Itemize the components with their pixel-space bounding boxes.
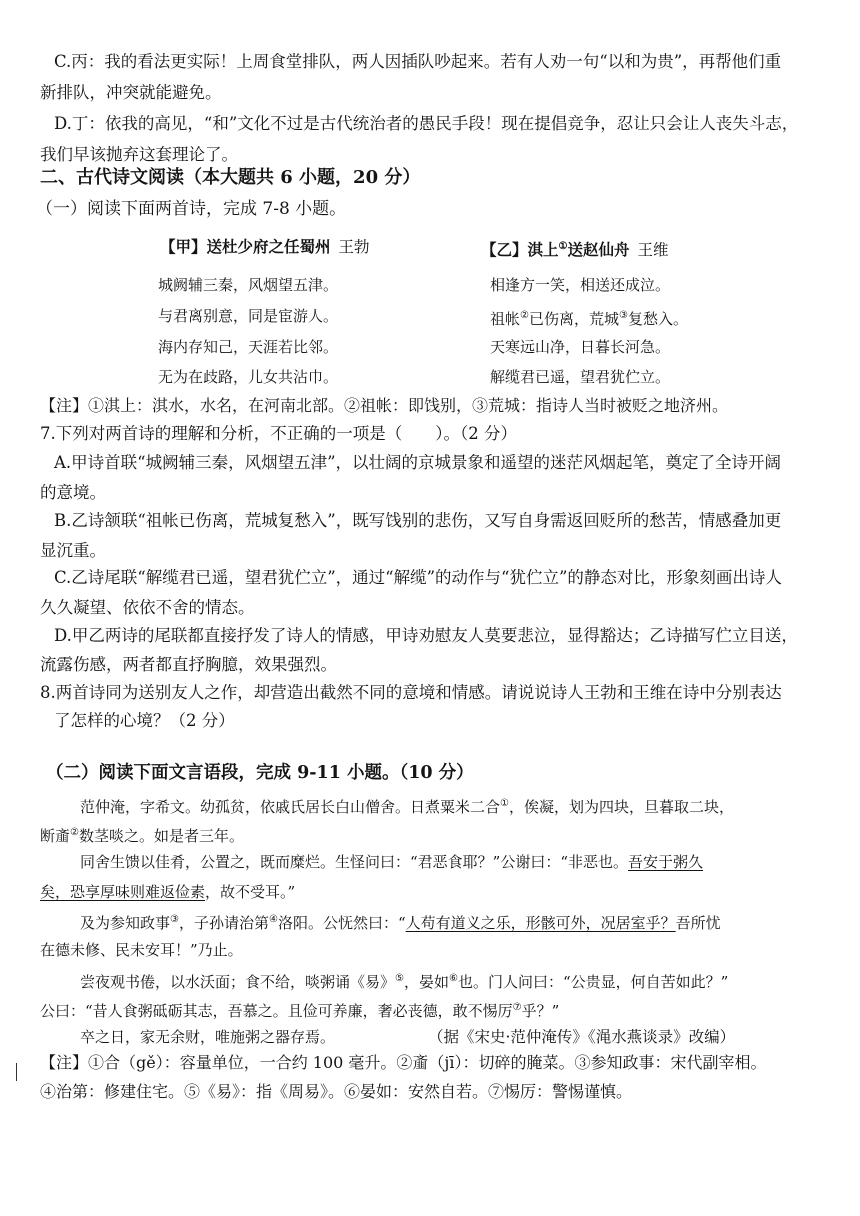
poem-b-author: 王维	[637, 241, 669, 260]
prose-source: （据《宋史·范仲淹传》《渑水燕谈录》改编）	[428, 1028, 736, 1046]
underlined-sentence: 矣，恐享厚味则难返俭素	[40, 883, 206, 901]
section-heading: 二、古代诗文阅读（本大题共 6 小题，20 分）	[40, 167, 421, 188]
part-one-heading: （一）阅读下面两首诗，完成 7-8 小题。	[36, 199, 347, 219]
q7-option-c-line-2: 久久凝望、依依不舍的情态。	[40, 598, 255, 617]
prose-text: ，晏如	[403, 973, 449, 991]
q7-option-d-line-1: D.甲乙两诗的尾联都直接抒发了诗人的情感，甲诗劝慰友人莫要悲泣，显得豁达；乙诗描写伫立目送，	[54, 626, 798, 645]
prose-text: 洛阳。公怃然曰：“	[277, 914, 406, 932]
poem-b-line: 天寒远山净，日暮长河急。	[490, 338, 671, 356]
poem-b-title-pre: 【乙】淇上	[481, 240, 559, 260]
question-8-line-2: 了怎样的心境？（2 分）	[54, 711, 235, 730]
question-7-stem: 7.下列对两首诗的理解和分析，不正确的一项是（ ）。（2 分）	[40, 424, 517, 443]
q7-option-a-line-2: 的意境。	[40, 483, 106, 502]
footnote-mark: ③	[170, 914, 179, 925]
prose-text: 吾所忧	[675, 914, 721, 932]
prose-text: 及为参知政事	[80, 914, 171, 932]
prose-text: 乎？”	[521, 1002, 560, 1020]
prose-line	[80, 910, 721, 933]
poem-a-title	[160, 237, 370, 257]
footnote-mark: ③	[619, 310, 628, 321]
poem-a-line: 与君离别意，同是宦游人。	[158, 307, 339, 325]
poem-b-line	[490, 306, 688, 329]
prose-line	[40, 823, 244, 846]
prose-line	[40, 882, 295, 902]
poem-b-title-note: ①	[558, 241, 568, 252]
footnote-mark: ①	[500, 798, 509, 809]
question-8-line-1: 8.两首诗同为送别友人之作，却营造出截然不同的意境和情感。请说说诗人王勃和王维在诗中分别表达	[40, 683, 782, 702]
poem-a-title-text: 【甲】送杜少府之任蜀州	[160, 237, 331, 256]
footnote-mark: ⑦	[512, 1002, 522, 1013]
prose-text: ，故不受耳。”	[205, 883, 296, 901]
footnote-mark: ②	[520, 310, 529, 321]
prose-text: 也。门人问曰：“公贵显，何自苦如此？”	[457, 973, 729, 991]
poem-b-text: 复愁入。	[627, 310, 688, 328]
option-d-line-1: D.丁：依我的高见，“和”文化不过是古代统治者的愚民手段！现在提倡竞争，忍让只会让人丧失斗志，	[54, 114, 799, 133]
prose-text: 同舍生馈以佳肴，公置之，既而糜烂。生怪问曰：“君恶食耶？”公谢曰：“非恶也。	[80, 853, 629, 871]
prose-text: 范仲淹，字希文。幼孤贫，依戚氏居长白山僧舍。日煮粟米二合	[80, 798, 501, 816]
poem-b-line: 解缆君已遥，望君犹伫立。	[490, 368, 671, 386]
q7-option-a-line-1: A.甲诗首联“城阙辅三秦，风烟望五津”，以壮阔的京城景象和遥望的迷茫风烟起笔，奠定了全诗开阔	[54, 453, 782, 472]
q7-option-b-line-2: 显沉重。	[40, 541, 106, 560]
option-c-line-1: C.丙：我的看法更实际！上周食堂排队，两人因插队吵起来。若有人劝一句“以和为贵”，再帮他们重	[54, 52, 782, 71]
poem-a-line: 海内存知己，天涯若比邻。	[158, 338, 339, 356]
prose-line	[80, 794, 734, 817]
prose-text: ，俟凝，划为四块，旦暮取二块，	[508, 798, 734, 816]
q7-option-c-line-1: C.乙诗尾联“解缆君已遥，望君犹伫立”，通过“解缆”的动作与“犹伫立”的静态对比，形象刻画出诗人	[54, 568, 782, 587]
prose-text: 断齑	[40, 827, 71, 845]
prose-line: 卒之日，家无余财，唯施粥之器存焉。	[80, 1028, 336, 1046]
prose-text: 尝夜观书倦，以水沃面；食不给，啖粥诵《易》	[80, 973, 396, 991]
poem-b-title	[481, 237, 669, 260]
poem-a-author: 王勃	[338, 238, 370, 256]
prose-notes-line-2: ④治第：修建住宅。⑤《易》：指《周易》。⑥晏如：安然自若。⑦惕厉：警惕谨慎。	[40, 1082, 633, 1101]
poem-a-line: 无为在歧路，儿女共沾巾。	[158, 368, 339, 386]
q7-option-d-line-2: 流露伤感，两者都直抒胸臆，效果强烈。	[40, 655, 337, 674]
prose-notes-line-1: 【注】①合（gě）：容量单位，一合约 100 毫升。②齑（jī）：切碎的腌菜。③参知政事：宋代副宰相。	[40, 1053, 767, 1072]
prose-line	[80, 969, 728, 992]
footnote-mark: ⑤	[395, 973, 404, 984]
poem-b-title-post: 送赵仙舟	[567, 240, 630, 260]
footnote-mark: ④	[269, 914, 278, 925]
prose-line	[40, 998, 559, 1021]
prose-text: ，子孙请治第	[178, 914, 269, 932]
underlined-sentence: 人苟有道义之乐，形骸可外，况居室乎？	[405, 914, 676, 932]
prose-line: 在德未修、民未安耳！”乃止。	[40, 941, 243, 959]
q7-option-b-line-1: B.乙诗颔联“祖帐已伤离，荒城复愁入”，既写饯别的悲伤，又写自身需返回贬所的愁苦，情感叠加更	[54, 511, 782, 530]
option-c-line-2: 新排队，冲突就能避免。	[40, 83, 222, 102]
underlined-sentence: 吾安于粥久	[628, 853, 704, 871]
margin-mark	[16, 1063, 17, 1081]
footnote-mark: ②	[70, 827, 79, 838]
poem-a-line: 城阙辅三秦，风烟望五津。	[158, 276, 339, 294]
prose-text: 数茎啖之。如是者三年。	[78, 827, 244, 845]
option-d-line-2: 我们早该抛弃这套理论了。	[40, 145, 238, 164]
part-two-heading: （二）阅读下面文言语段，完成 9-11 小题。（10 分）	[46, 763, 474, 783]
footnote-mark: ⑥	[449, 973, 458, 984]
poem-notes: 【注】①淇上：淇水，水名，在河南北部。②祖帐：即饯别，③荒城：指诗人当时被贬之地济州。	[40, 396, 729, 415]
poem-b-line: 相逢方一笑，相送还成泣。	[490, 276, 671, 294]
poem-b-text: 祖帐	[490, 310, 521, 328]
poem-b-text: 已伤离，荒城	[528, 310, 619, 328]
prose-text: 公曰：“昔人食粥砥砺其志，吾慕之。且俭可养廉，奢必丧德，敢不惕厉	[40, 1002, 513, 1020]
prose-line	[80, 852, 703, 872]
